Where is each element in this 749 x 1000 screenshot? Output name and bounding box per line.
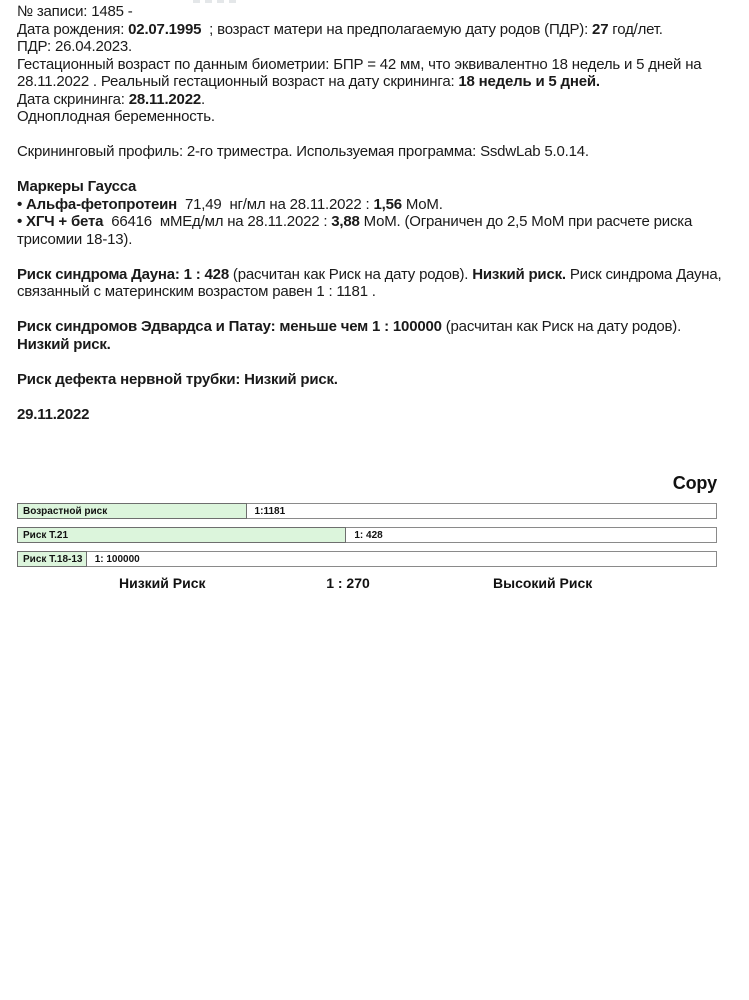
- risk-value: 1: 428: [354, 529, 383, 541]
- cropped-text-artifact: [193, 0, 239, 3]
- risk-bar-label: Риск Т.18-13: [23, 553, 83, 565]
- risk-bar-label: Возрастной риск: [23, 505, 108, 517]
- text-segment: Риск синдрома Дауна: 1 : 428: [17, 265, 229, 283]
- text-segment: № записи: 1485 -: [17, 3, 133, 20]
- risk-bar-label: Риск Т.21: [23, 529, 69, 541]
- risk-rows: [17, 503, 717, 567]
- risk-row-track: [17, 551, 717, 567]
- axis-label-threshold: 1 : 270: [326, 575, 370, 591]
- risk-value: 1:1181: [254, 505, 286, 517]
- report-paragraph: [17, 91, 730, 109]
- risk-axis: [17, 575, 717, 593]
- text-segment: • ХГЧ + бета: [17, 213, 104, 230]
- text-segment: Скрининговый профиль: 2-го триместра. Используемая программа: SsdwLab 5.0.14.: [17, 143, 589, 160]
- text-segment: Дата рождения:: [17, 20, 129, 38]
- report-paragraph: [17, 21, 730, 39]
- report-paragraph: [17, 38, 730, 56]
- text-segment: Одноплодная беременность.: [17, 108, 215, 125]
- risk-bar: [17, 503, 247, 519]
- text-segment: МоМ.: [401, 195, 443, 213]
- text-segment: ; возраст матери на предполагаемую дату родов (ПДР):: [201, 20, 593, 38]
- report-paragraph: [17, 371, 730, 389]
- text-segment: • Альфа-фетопротеин: [17, 195, 178, 213]
- report-paragraph: [17, 318, 730, 353]
- text-segment: Риск синдромов Эдвардса и Патау: меньше чем 1 : 100000: [17, 318, 442, 335]
- text-segment: 71,49 нг/мл на 28.11.2022 :: [177, 195, 374, 213]
- copy-button[interactable]: Copy: [672, 473, 717, 493]
- report-paragraph: [17, 178, 730, 196]
- risk-row-track: [17, 527, 717, 543]
- text-segment: Риск синдрома Дауна, связанный с материнским возрастом равен 1 : 1181 .: [17, 265, 726, 300]
- text-segment: Риск дефекта нервной трубки: Низкий риск.: [17, 370, 338, 388]
- text-segment: 3,88: [331, 213, 360, 230]
- text-segment: 02.07.1995: [128, 20, 202, 38]
- text-segment: .: [200, 90, 205, 108]
- text-segment: МоМ. (Ограничен до 2,5 МоМ при расчете риска трисомии 18-13).: [17, 213, 697, 248]
- text-segment: Дата скрининга:: [17, 90, 129, 108]
- text-segment: Маркеры Гаусса: [17, 178, 137, 195]
- risk-bar: [17, 527, 346, 543]
- axis-label-low-risk: Низкий Риск: [119, 575, 206, 591]
- report-body: [17, 3, 730, 423]
- report-paragraph: [17, 3, 730, 21]
- text-segment: Низкий риск.: [17, 335, 111, 353]
- text-segment: (расчитан как Риск на дату родов).: [228, 265, 473, 283]
- text-segment: 1,56: [373, 195, 402, 213]
- text-segment: год/лет.: [608, 20, 663, 38]
- text-segment: 27: [592, 20, 609, 38]
- risk-chart: [17, 503, 717, 593]
- report-paragraph: [17, 406, 730, 424]
- report-paragraph: [17, 108, 730, 126]
- risk-row-track: [17, 503, 717, 519]
- text-segment: (расчитан как Риск на дату родов).: [441, 318, 686, 335]
- text-segment: Гестационный возраст по данным биометрии: БПР = 42 мм, что эквивалентно 18 недель и 5 дней на 28.11.2022 . Реальный гестационный возраст на дату скрининга:: [17, 55, 706, 90]
- report-paragraph: [17, 143, 730, 161]
- report-paragraph: [17, 56, 730, 91]
- text-segment: 28.11.2022: [128, 90, 201, 108]
- risk-bar: [17, 551, 87, 567]
- text-segment: ПДР: 26.04.2023.: [17, 38, 132, 55]
- copy-row: [17, 473, 730, 494]
- text-segment: 66416 мМЕд/мл на 28.11.2022 :: [103, 213, 332, 230]
- text-segment: 29.11.2022: [17, 405, 90, 423]
- report-paragraph: [17, 266, 730, 301]
- report-paragraph: [17, 213, 730, 248]
- axis-label-high-risk: Высокий Риск: [493, 575, 593, 591]
- report-paragraph: [17, 196, 730, 214]
- text-segment: Низкий риск.: [472, 265, 566, 283]
- text-segment: 18 недель и 5 дней.: [458, 73, 600, 90]
- risk-value: 1: 100000: [94, 553, 140, 565]
